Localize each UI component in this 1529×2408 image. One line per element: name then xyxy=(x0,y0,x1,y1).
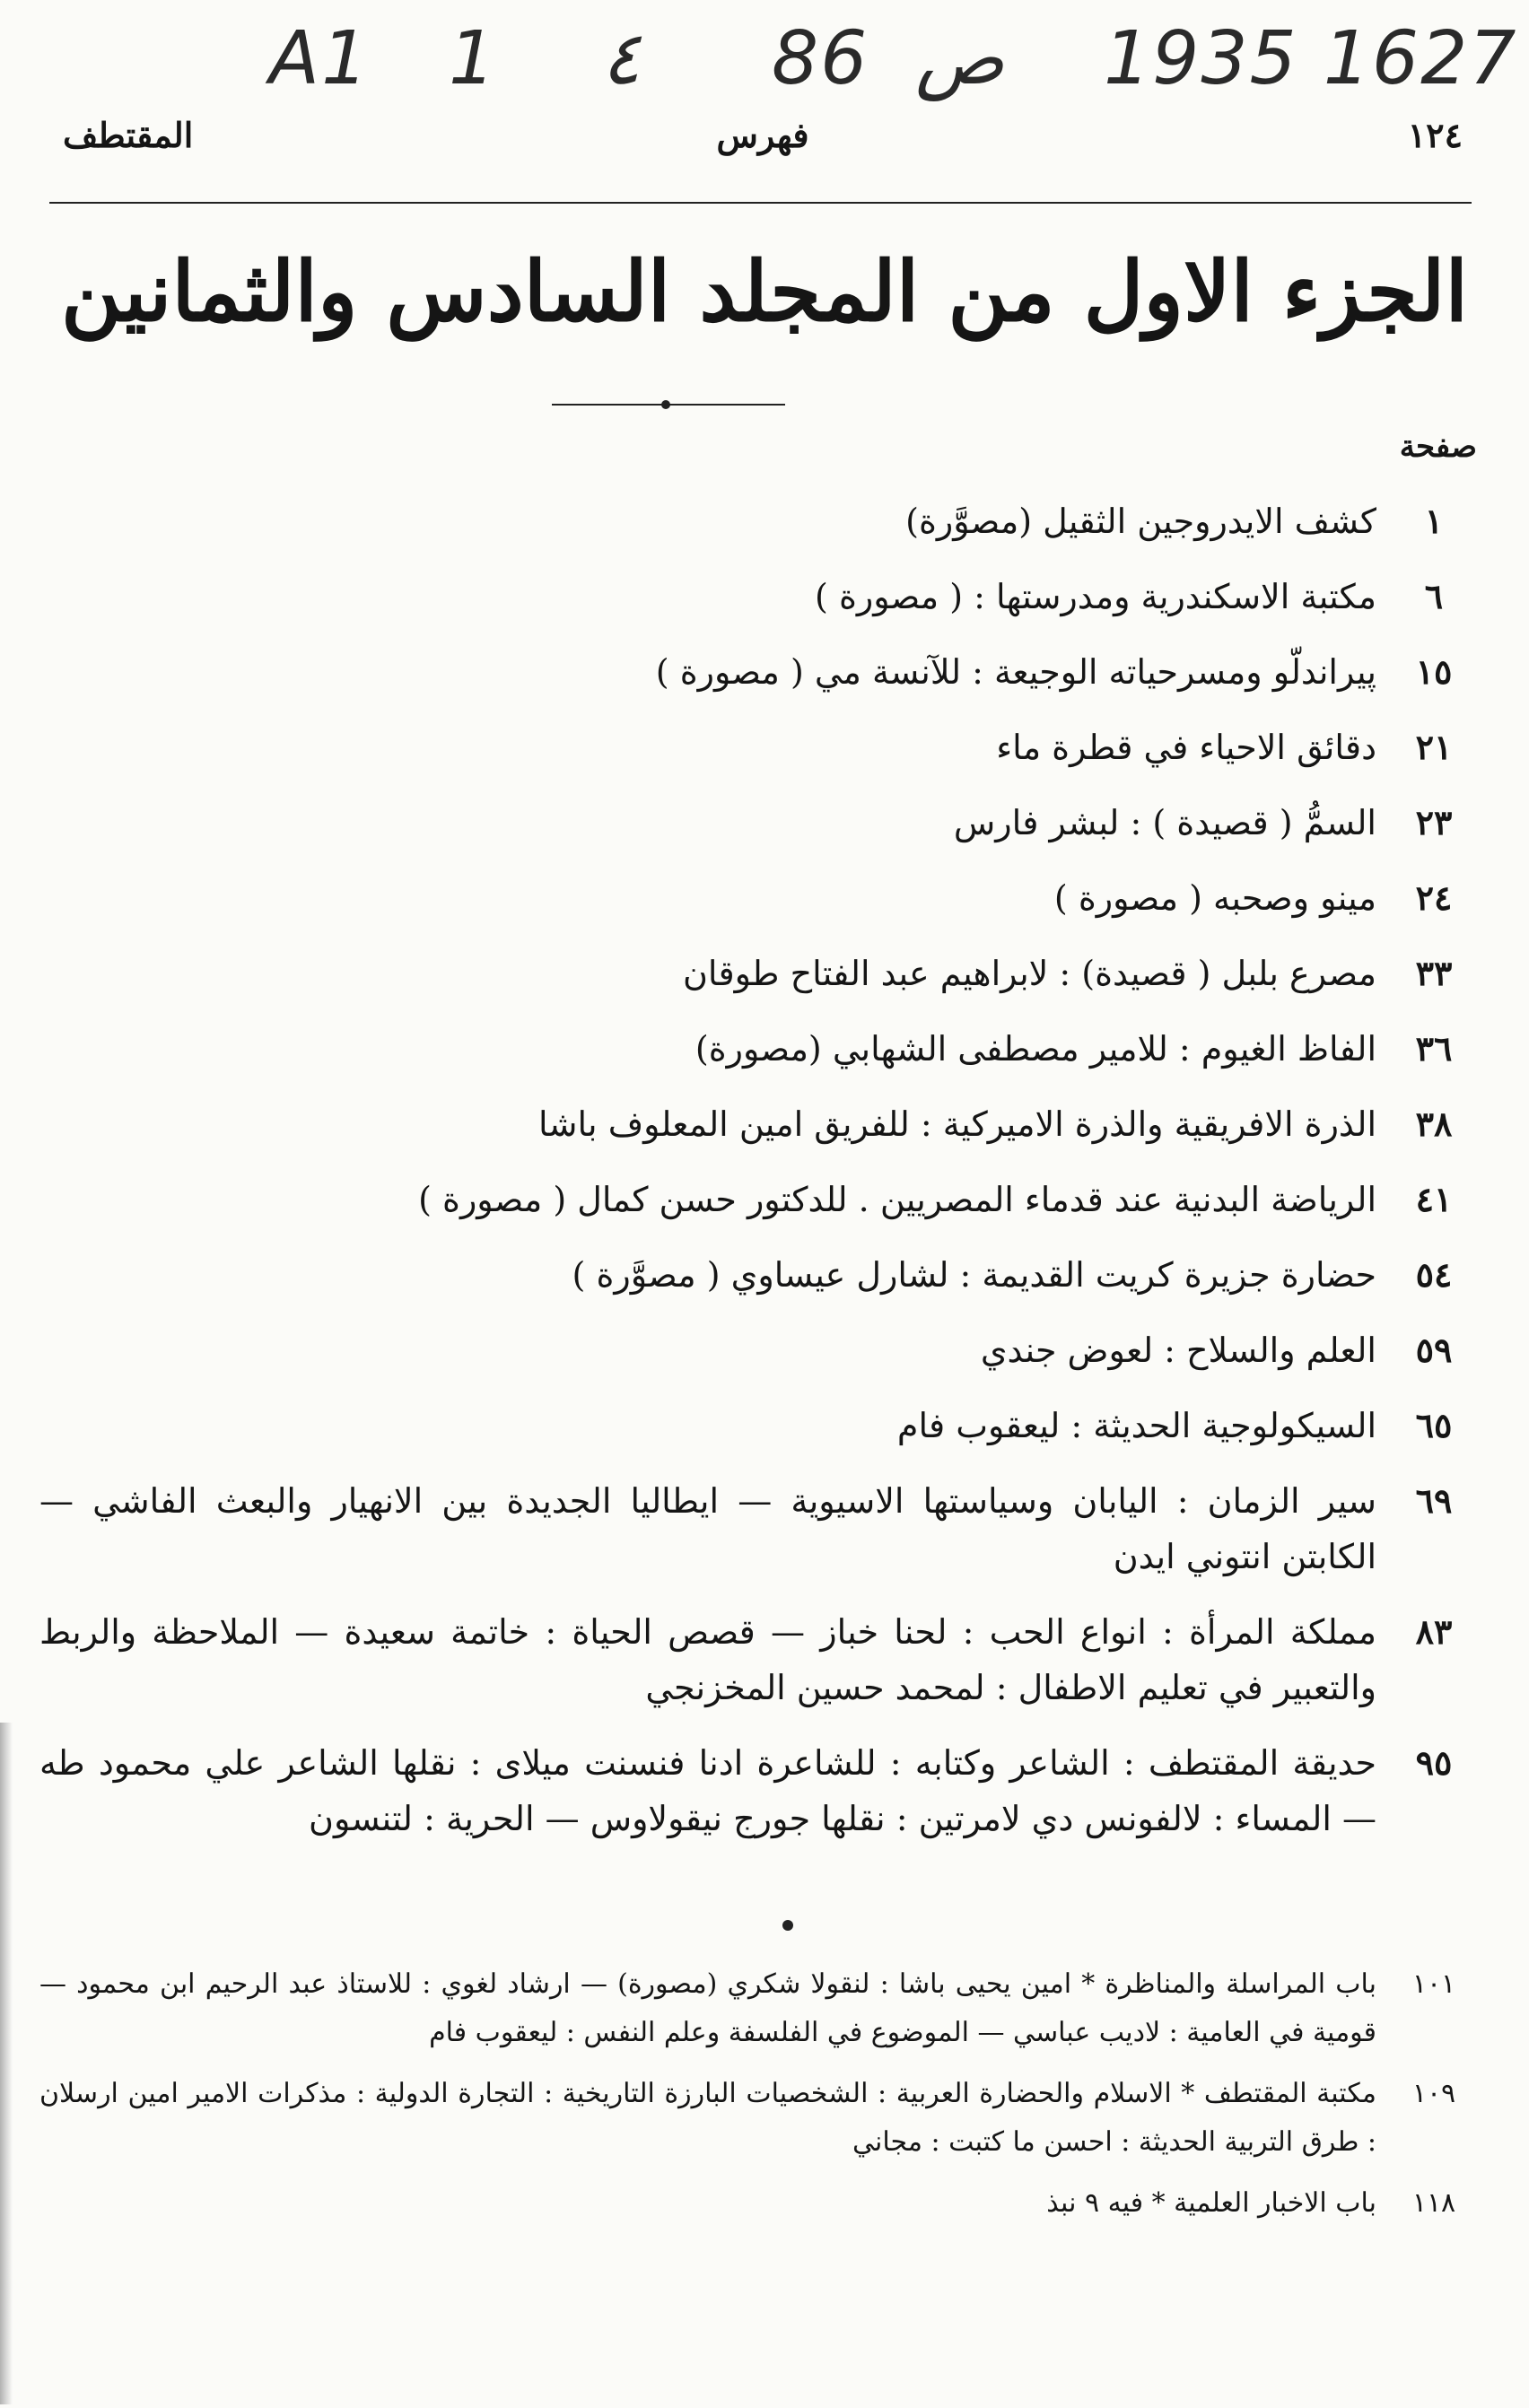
entry-page: ٦٩ xyxy=(1415,1480,1453,1521)
entry-title: كشف الايدروجين الثقيل (مصوَّرة) xyxy=(905,502,1376,541)
entry-page: ٩٥ xyxy=(1415,1742,1453,1783)
entry-page: ١٠١ xyxy=(1411,1968,1456,2000)
entry-page: ٢٣ xyxy=(1415,802,1453,842)
entry-page: ٥٩ xyxy=(1415,1330,1453,1370)
contents-entry xyxy=(39,870,1475,926)
accession-mark: ص xyxy=(915,16,1005,101)
contents-entry xyxy=(39,1322,1475,1378)
journal-name: المقتطف xyxy=(63,115,194,155)
page-number: ١٢٤ xyxy=(1407,115,1463,155)
entry-title: الفاظ الغيوم : للامير مصطفى الشهابي (مصورة) xyxy=(695,1029,1376,1069)
entry-page: ٨٣ xyxy=(1415,1611,1453,1652)
contents-entry xyxy=(39,946,1475,1001)
entry-page: ٢١ xyxy=(1415,727,1453,767)
entry-title: السمُّ ( قصيدة ) : لبشر فارس xyxy=(953,803,1376,842)
entry-title: پيراندلّو ومسرحياته الوجيعة : للآنسة مي ( مصورة ) xyxy=(655,652,1376,692)
contents-entry xyxy=(39,644,1475,700)
entry-title: مملكة المرأة : انواع الحب : لحنا خباز — قصص الحياة : خاتمة سعيدة — الملاحظة والربط والتعبير في تعليم الاطفال : لمحمد حسين المخزنجي xyxy=(39,1612,1376,1707)
accession-mark: 1935 1627 xyxy=(1104,16,1518,101)
scan-edge-shadow xyxy=(0,1723,13,2404)
entry-title: العلم والسلاح : لعوض جندي xyxy=(980,1331,1376,1370)
contents-entry xyxy=(39,795,1475,851)
department-entry xyxy=(39,2179,1475,2228)
entry-title: الذرة الافريقية والذرة الاميركية : للفريق امين المعلوف باشا xyxy=(538,1104,1376,1144)
contents-entry xyxy=(39,1096,1475,1152)
contents-entry xyxy=(39,1473,1475,1584)
accession-mark: ٤ xyxy=(601,16,642,101)
contents-entry xyxy=(39,720,1475,775)
page-title: الجزء الاول من المجلد السادس والثمانين xyxy=(60,243,1469,340)
contents-entry xyxy=(39,1604,1475,1715)
entry-title: دقائق الاحياء في قطرة ماء xyxy=(996,728,1376,767)
header-divider xyxy=(49,202,1472,204)
department-entry xyxy=(39,2070,1475,2167)
section-name: فهرس xyxy=(716,115,809,155)
entry-title: الرياضة البدنية عند قدماء المصريين . للدكتور حسن كمال ( مصورة ) xyxy=(418,1180,1376,1219)
entry-page: ٦ xyxy=(1424,576,1444,616)
entry-page: ٣٦ xyxy=(1415,1028,1453,1069)
entry-page: ٥٤ xyxy=(1415,1254,1453,1295)
entry-page: ٤١ xyxy=(1415,1179,1453,1219)
running-header xyxy=(63,115,1463,178)
entry-title: باب الاخبار العلمية * فيه ٩ نبذ xyxy=(1046,2187,1376,2219)
entry-page: ١٥ xyxy=(1415,651,1453,692)
accession-mark: A1 xyxy=(269,16,371,101)
accession-mark: 86 xyxy=(772,16,869,101)
contents-entry xyxy=(39,1735,1475,1846)
entry-title: حديقة المقتطف : الشاعر وكتابه : للشاعرة ادنا فنسنت ميلاى : نقلها الشاعر علي محمود طه — المساء : لالفونس دي لامرتين : نقلها جورج نيقولاوس — الحرية : لتنسون xyxy=(39,1743,1376,1838)
department-entry xyxy=(39,1960,1475,2057)
entry-title: مصرع بلبل ( قصيدة) : لابراهيم عبد الفتاح طوقان xyxy=(683,954,1376,993)
entry-title: مكتبة المقتطف * الاسلام والحضارة العربية : الشخصيات البارزة التاريخية : التجارة الدولية : مذكرات الامير امين ارسلان : طرق التربية الحديثة : احسن ما كتبت : مجاني xyxy=(39,2078,1376,2158)
departments-list xyxy=(39,1960,1475,2240)
entry-title: مكتبة الاسكندرية ومدرستها : ( مصورة ) xyxy=(815,577,1376,616)
page-column-label: صفحة xyxy=(1399,429,1477,465)
entry-title: السيكولوجية الحديثة : ليعقوب فام xyxy=(896,1406,1376,1445)
entry-title: سير الزمان : اليابان وسياستها الاسيوية — ايطاليا الجديدة بين الانهيار والبعث الفاشي — الكابتن انتوني ايدن xyxy=(39,1481,1376,1576)
contents-list xyxy=(39,493,1475,1866)
title-ornament xyxy=(552,404,785,406)
contents-entry xyxy=(39,1247,1475,1303)
entry-title: مينو وصحبه ( مصورة ) xyxy=(1053,878,1376,918)
contents-entry xyxy=(39,1172,1475,1227)
entry-page: ١١٨ xyxy=(1411,2187,1456,2219)
section-separator-dot xyxy=(782,1920,793,1931)
contents-entry xyxy=(39,1398,1475,1453)
entry-page: ٣٨ xyxy=(1415,1104,1453,1144)
contents-entry xyxy=(39,493,1475,549)
contents-entry xyxy=(39,1021,1475,1077)
contents-entry xyxy=(39,569,1475,624)
entry-title: حضارة جزيرة كريت القديمة : لشارل عيساوي ( مصوَّرة ) xyxy=(572,1255,1376,1295)
entry-page: ٦٥ xyxy=(1415,1405,1453,1445)
accession-mark: 1 xyxy=(449,16,498,101)
entry-page: ٢٤ xyxy=(1415,877,1453,918)
entry-page: ١ xyxy=(1424,501,1444,541)
entry-title: باب المراسلة والمناظرة * امين يحيى باشا : لنقولا شكري (مصورة) — ارشاد لغوي : للاستاذ عبد الرحيم ابن محمود — قومية في العامية : لاديب عباسي — الموضوع في الفلسفة وعلم النفس : ليعقوب فام xyxy=(39,1968,1376,2048)
entry-page: ١٠٩ xyxy=(1411,2078,1456,2109)
handwritten-accession-note xyxy=(269,16,1518,115)
entry-page: ٣٣ xyxy=(1415,953,1453,993)
